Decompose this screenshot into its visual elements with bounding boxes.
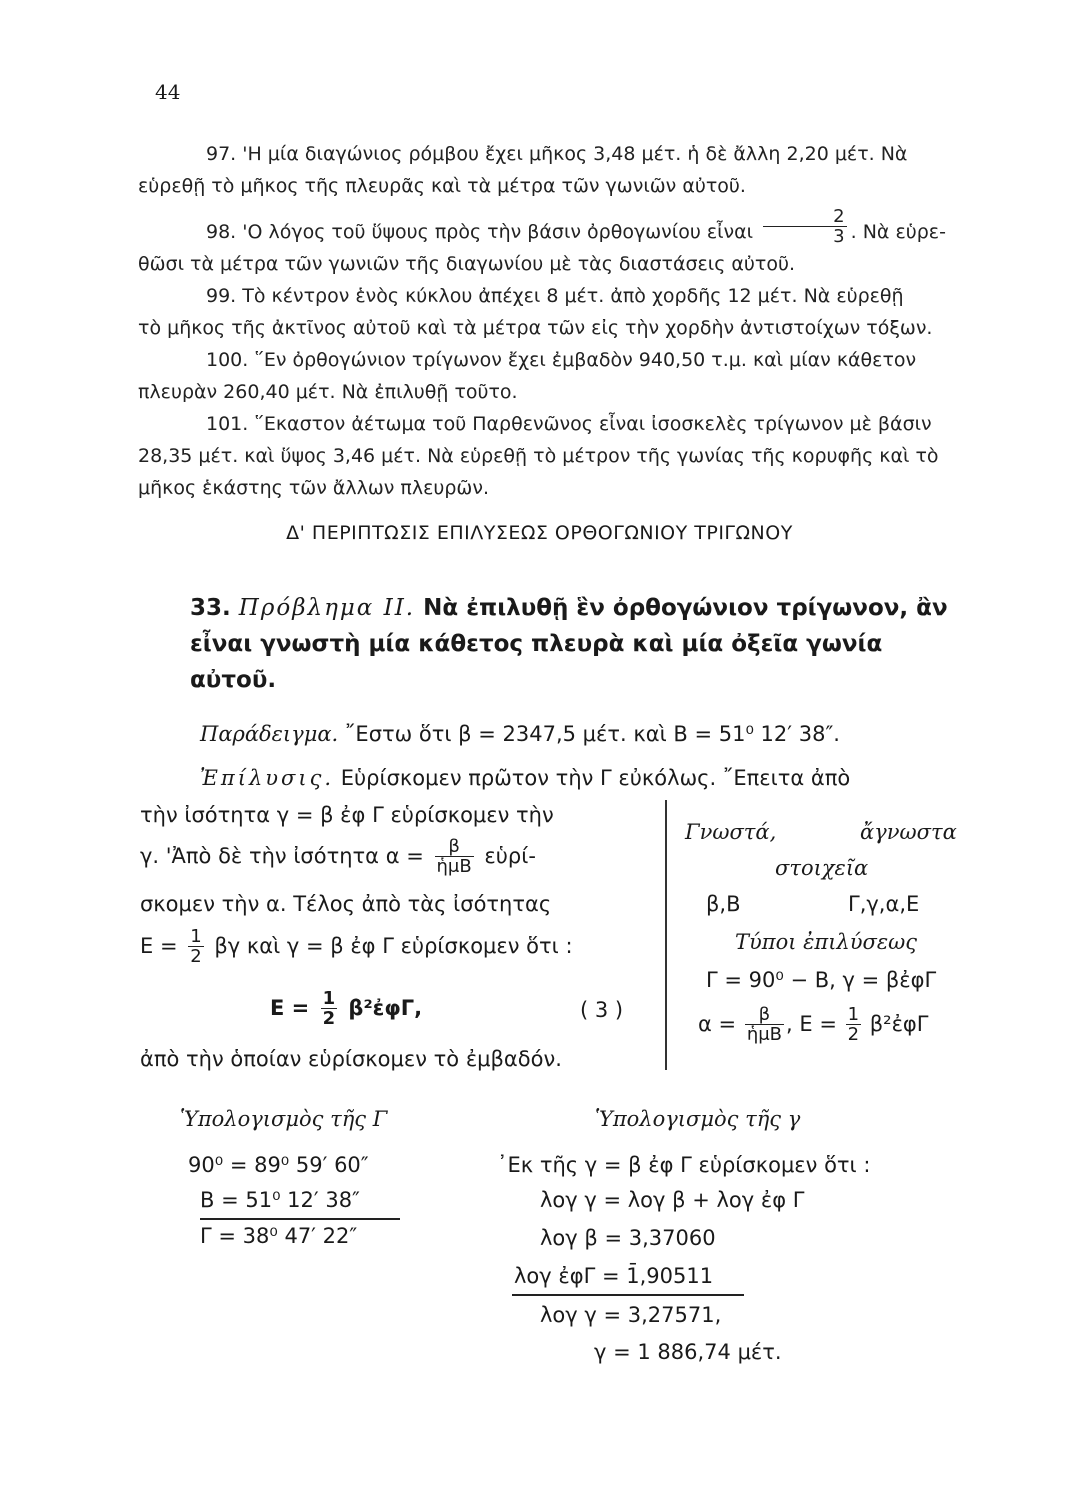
sidebox-divider [665,800,667,1070]
solution-line1: Ἐπίλυσις. Εὑρίσκομεν πρῶτον τὴν Γ εὐκόλως. ῎Επειτα ἀπὸ [200,766,851,790]
fraction-b-over-hmB: $\frac{\beta}{\text{ἡμΒ}}$ [436,836,472,877]
example-label: Παράδειγμα. [200,722,339,746]
exercise-101-line3: μῆκος ἑκάστης τῶν ἄλλων πλευρῶν. [138,477,489,499]
calc-g-row6: γ = 1 886,74 μέτ. [594,1340,782,1364]
calc-G-row2: Β = 51⁰ 12′ 38″ [200,1188,360,1212]
fraction-half: $\frac{1}{2}$ [190,926,202,967]
formula-3: Ε = $\frac{1}{2}$ β²ἐφΓ, [270,988,423,1029]
exercise-99-line2: τὸ μῆκος τῆς ἀκτῖνος αὐτοῦ καὶ τὰ μέτρα τῶν εἰς τὴν χορδὴν ἀντιστοίχων τόξων. [138,317,933,339]
calc-g-title: Ὑπολογισμὸς τῆς γ [595,1107,801,1131]
calc-g-row1: ᾿Εκ τῆς γ = β ἐφ Γ εὑρίσκομεν ὅτι : [497,1153,871,1177]
calc-G-row3: Γ = 38⁰ 47′ 22″ [200,1224,358,1248]
exercise-101-line1: 101. ῞Εκαστον ἀέτωμα τοῦ Παρθενῶνος εἶναι ἰσοσκελὲς τρίγωνον μὲ βάσιν [206,413,932,435]
exercise-list [138,138,980,504]
calc-g-row5: λογ γ = 3,27571, [540,1303,722,1327]
exercise-98-line1: 98. 'Ο λόγος τοῦ ὕψους πρὸς τὴν βάσιν ὀρθογωνίου εἶναι $\frac{2}{3}$ . Νὰ εὑρε- [206,205,946,247]
formula-number: ( 3 ) [580,998,624,1022]
exercise-100-line2: πλευρὰν 260,40 μέτ. Νὰ ἐπιλυθῇ τοῦτο. [138,381,518,403]
exercise-100-line1: 100. ῞Εν ὀρθογώνιον τρίγωνον ἔχει ἐμβαδὸν 940,50 τ.μ. καὶ μίαν κάθετον [206,349,917,371]
calc-g-row3: λογ β = 3,37060 [540,1226,716,1250]
exercise-101-line2: 28,35 μέτ. καὶ ὕψος 3,46 μέτ. Νὰ εὑρεθῇ τὸ μέτρον τῆς γωνίας τῆς κορυφῆς καὶ τὸ [138,445,939,467]
calc-g-rule [512,1294,744,1296]
sidebox-fraction-half: $\frac{1}{2}$ [847,1004,860,1045]
problem-statement [190,590,970,698]
sidebox-formula-2: α = $\frac{\beta}{\text{ἡμΒ}}$ , Ε = $\frac{1}{2}$ β²ἐφΓ [698,1004,929,1045]
problem-label: Πρόβλημα ΙΙ. [238,595,416,621]
calc-G-row1: 90⁰ = 89⁰ 59′ 60″ [188,1153,369,1177]
calc-G-title: Ὑπολογισμὸς τῆς Γ [180,1107,388,1131]
section-heading: Δ' ΠΕΡΙΠΤΩΣΙΣ ΕΠΙΛΥΣΕΩΣ ΟΡΘΟΓΩΝΙΟΥ ΤΡΙΓΩΝΟΥ [286,522,793,544]
solution-label: Ἐπίλυσις. [200,766,335,790]
sidebox-formulas-title: Τύποι ἐπιλύσεως [735,930,917,954]
example-line [200,722,840,746]
formula-fraction-half: $\frac{1}{2}$ [322,988,336,1029]
problem-number: 33. [190,595,231,621]
calc-g-row2: λογ γ = λογ β + λογ ἐφ Γ [540,1188,805,1212]
fraction-2-3: $\frac{2}{3}$ [763,208,846,246]
sidebox-known-values: β,Β [706,892,741,916]
solution-line4: σκομεν τὴν α. Τέλος ἀπὸ τὰς ἰσότητας [140,892,552,916]
calc-g-row4: λογ ἐφΓ = 1̄,90511 [514,1264,714,1288]
sidebox-unknown: ἄγνωστα [860,820,957,844]
sidebox-known: Γνωστά, [685,820,777,844]
sidebox-elements: στοιχεῖα [775,856,869,880]
calc-G-rule [200,1218,400,1220]
exercise-98-line2: θῶσι τὰ μέτρα τῶν γωνιῶν τῆς διαγωνίου μὲ τὰς διαστάσεις αὐτοῦ. [138,253,796,275]
sidebox-fraction-a: $\frac{\beta}{\text{ἡμΒ}}$ [746,1004,783,1045]
exercise-97-line2: εὑρεθῇ τὸ μῆκος τῆς πλευρᾶς καὶ τὰ μέτρα τῶν γωνιῶν αὐτοῦ. [138,175,746,197]
example-text: ῎Εστω ὅτι β = 2347,5 μέτ. καὶ Β = 51⁰ 12′ 38″. [344,722,840,746]
exercise-99-line1: 99. Τὸ κέντρον ἑνὸς κύκλου ἀπέχει 8 μέτ. ἀπὸ χορδῆς 12 μέτ. Νὰ εὑρεθῇ [206,285,904,307]
solution-line7: ἀπὸ τὴν ὁποίαν εὑρίσκομεν τὸ ἐμβαδόν. [140,1047,562,1071]
page-number: 44 [155,80,181,104]
solution-line3: γ. 'Ἀπὸ δὲ τὴν ἰσότητα α = $\frac{\beta}{\text{ἡμΒ}}$ εὑρί- [140,836,536,877]
sidebox-unknown-values: Γ,γ,α,Ε [848,892,920,916]
sidebox-formula-1: Γ = 90⁰ − Β, γ = βἐφΓ [706,968,937,992]
solution-line5: Ε = $\frac{1}{2}$ βγ καὶ γ = β ἐφ Γ εὑρίσκομεν ὅτι : [140,926,573,967]
solution-line2: τὴν ἰσότητα γ = β ἐφ Γ εὑρίσκομεν τὴν [140,803,554,827]
exercise-97-line1: 97. 'Η μία διαγώνιος ρόμβου ἔχει μῆκος 3,48 μέτ. ἡ δὲ ἄλλη 2,20 μέτ. Νὰ [206,143,908,165]
problem-text: Νὰ ἐπιλυθῇ ἓν ὀρθογώνιον τρίγωνον, ἂν εἶναι γνωστὴ μία κάθετος πλευρὰ καὶ μία ὀξεῖα γωνία αὐτοῦ. [190,595,948,693]
